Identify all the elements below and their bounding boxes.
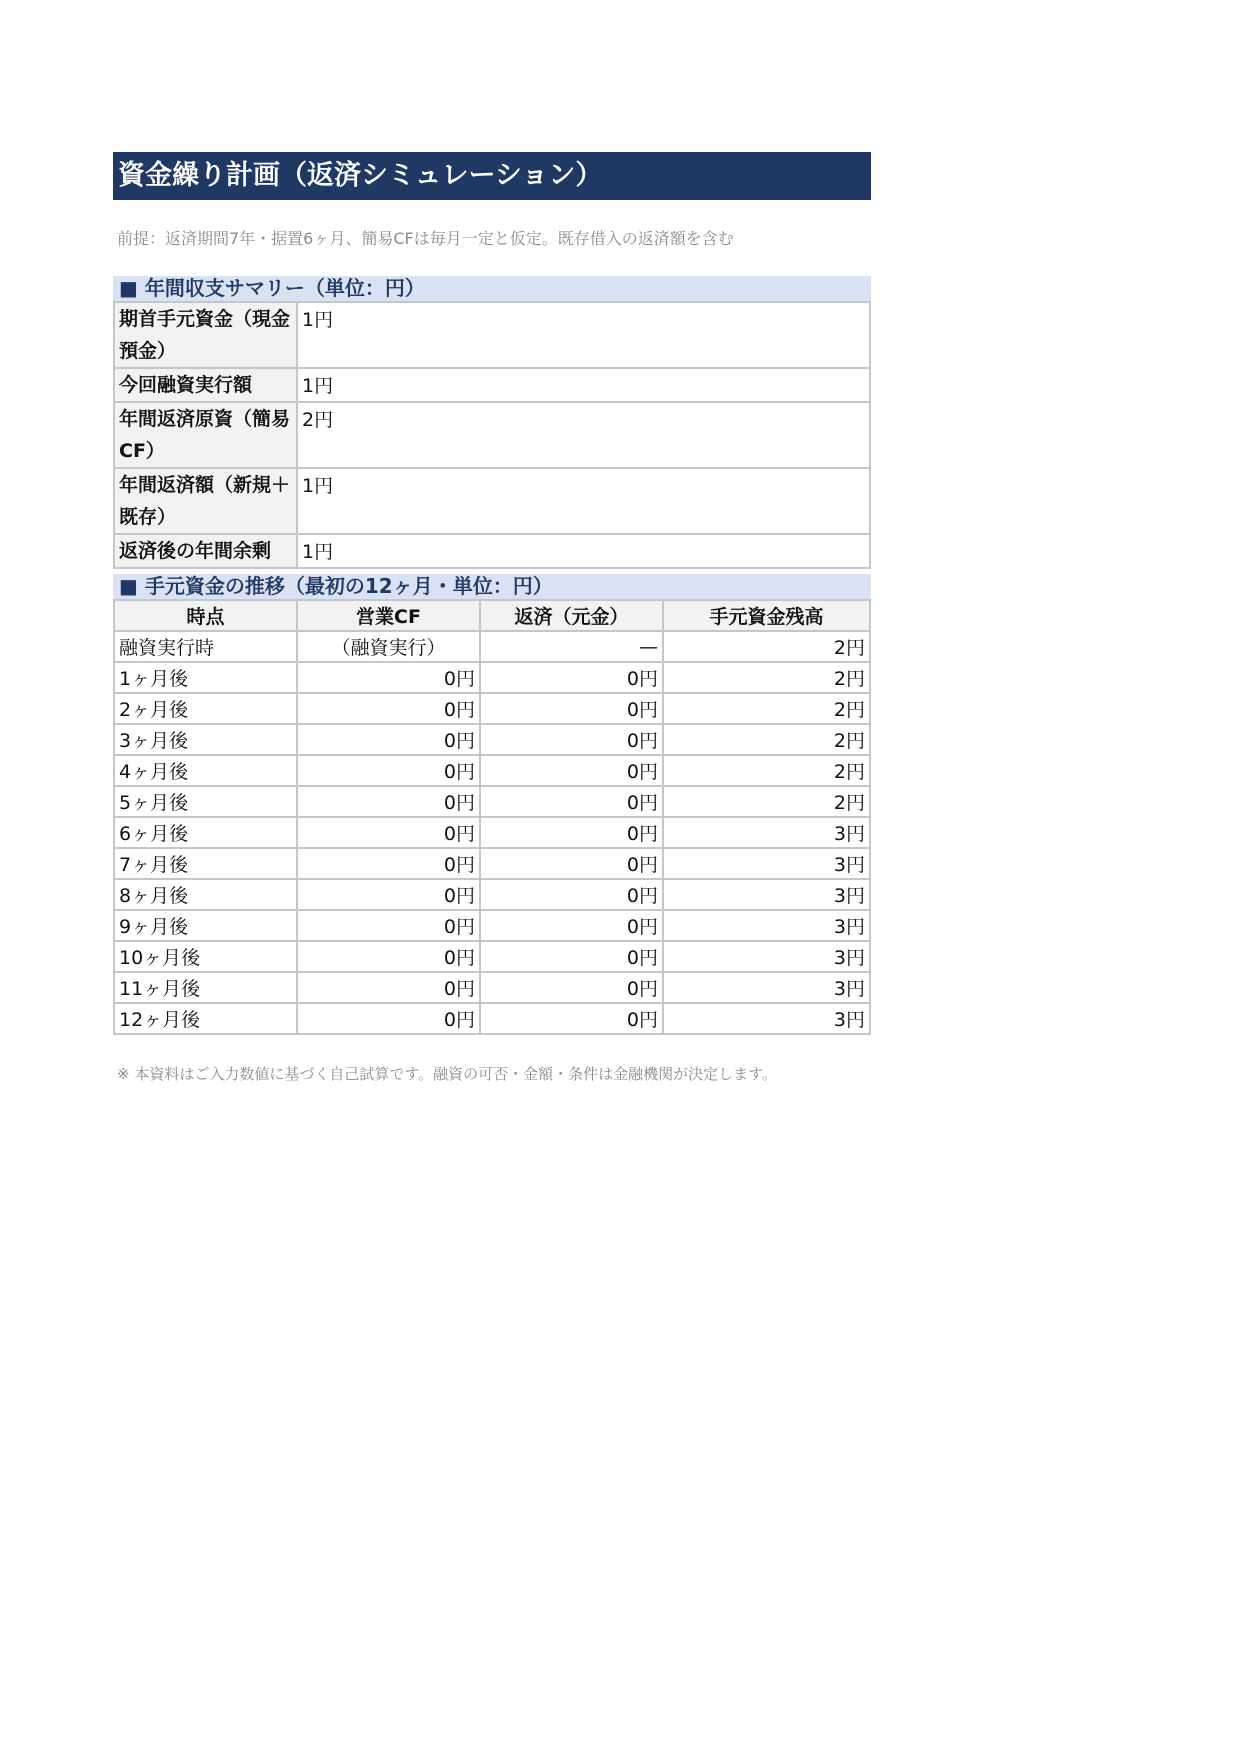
table-row (114, 631, 870, 662)
table-row (114, 755, 870, 786)
cell-operating-cf: 0円 (297, 1003, 480, 1034)
summary-value: 2円 (297, 402, 870, 468)
cell-operating-cf: 0円 (297, 972, 480, 1003)
cell-cash-balance: 2円 (663, 755, 870, 786)
cell-repayment: 0円 (480, 879, 663, 910)
cell-operating-cf: 0円 (297, 910, 480, 941)
cell-repayment: 0円 (480, 817, 663, 848)
cell-time: 9ヶ月後 (114, 910, 297, 941)
cell-time: 10ヶ月後 (114, 941, 297, 972)
cell-time: 5ヶ月後 (114, 786, 297, 817)
cell-repayment: 0円 (480, 755, 663, 786)
cell-repayment: 0円 (480, 848, 663, 879)
table-row (114, 724, 870, 755)
cell-repayment: 0円 (480, 724, 663, 755)
table-row (114, 879, 870, 910)
table-row (114, 817, 870, 848)
cell-operating-cf: 0円 (297, 755, 480, 786)
header-cash-balance: 手元資金残高 (663, 600, 870, 631)
cell-time: 6ヶ月後 (114, 817, 297, 848)
table-row (114, 693, 870, 724)
summary-value: 1円 (297, 468, 870, 534)
cell-operating-cf: 0円 (297, 817, 480, 848)
summary-row (114, 302, 870, 368)
premise-note: 前提：返済期間7年・据置6ヶ月、簡易CFは毎月一定と仮定。既存借入の返済額を含む (117, 229, 734, 248)
cell-time: 7ヶ月後 (114, 848, 297, 879)
summary-label: 今回融資実行額 (114, 368, 297, 402)
cell-cash-balance: 3円 (663, 1003, 870, 1034)
cell-operating-cf: 0円 (297, 662, 480, 693)
summary-value: 1円 (297, 534, 870, 568)
table-row (114, 848, 870, 879)
cell-cash-balance: 2円 (663, 724, 870, 755)
summary-table (113, 301, 871, 569)
summary-heading: ■ 年間収支サマリー（単位：円） (113, 276, 871, 301)
header-time: 時点 (114, 600, 297, 631)
summary-value: 1円 (297, 302, 870, 368)
cell-time: 融資実行時 (114, 631, 297, 662)
cell-operating-cf: 0円 (297, 786, 480, 817)
cell-cash-balance: 3円 (663, 817, 870, 848)
cell-cash-balance: 2円 (663, 662, 870, 693)
cell-time: 11ヶ月後 (114, 972, 297, 1003)
cell-time: 3ヶ月後 (114, 724, 297, 755)
cell-operating-cf: 0円 (297, 941, 480, 972)
table-row (114, 972, 870, 1003)
cell-cash-balance: 3円 (663, 941, 870, 972)
cell-cash-balance: 2円 (663, 631, 870, 662)
page-title: 資金繰り計画（返済シミュレーション） (113, 152, 871, 200)
summary-label: 年間返済額（新規＋既存） (114, 468, 297, 534)
table-row (114, 1003, 870, 1034)
header-repayment: 返済（元金） (480, 600, 663, 631)
cell-operating-cf: （融資実行） (297, 631, 480, 662)
summary-row (114, 534, 870, 568)
cell-repayment: 0円 (480, 910, 663, 941)
summary-label: 返済後の年間余剰 (114, 534, 297, 568)
cell-time: 1ヶ月後 (114, 662, 297, 693)
summary-value: 1円 (297, 368, 870, 402)
table-row (114, 910, 870, 941)
cell-time: 8ヶ月後 (114, 879, 297, 910)
cell-operating-cf: 0円 (297, 693, 480, 724)
cell-repayment: 0円 (480, 786, 663, 817)
cell-repayment: 0円 (480, 693, 663, 724)
cell-time: 4ヶ月後 (114, 755, 297, 786)
summary-row (114, 368, 870, 402)
cell-cash-balance: 3円 (663, 910, 870, 941)
cell-time: 2ヶ月後 (114, 693, 297, 724)
cell-cash-balance: 3円 (663, 879, 870, 910)
summary-label: 期首手元資金（現金預金） (114, 302, 297, 368)
header-operating-cf: 営業CF (297, 600, 480, 631)
cell-repayment: — (480, 631, 663, 662)
trend-table (113, 599, 871, 1035)
table-row (114, 786, 870, 817)
footnote: ※ 本資料はご入力数値に基づく自己試算です。融資の可否・金額・条件は金融機関が決定します。 (117, 1065, 777, 1083)
cell-cash-balance: 2円 (663, 786, 870, 817)
cell-cash-balance: 2円 (663, 693, 870, 724)
summary-row (114, 468, 870, 534)
trend-heading: ■ 手元資金の推移（最初の12ヶ月・単位：円） (113, 574, 871, 599)
cell-operating-cf: 0円 (297, 724, 480, 755)
table-row (114, 941, 870, 972)
cell-cash-balance: 3円 (663, 972, 870, 1003)
summary-row (114, 402, 870, 468)
trend-header-row (114, 600, 870, 631)
summary-label: 年間返済原資（簡易CF） (114, 402, 297, 468)
cell-repayment: 0円 (480, 941, 663, 972)
table-row (114, 662, 870, 693)
cell-repayment: 0円 (480, 1003, 663, 1034)
cell-operating-cf: 0円 (297, 879, 480, 910)
cell-repayment: 0円 (480, 662, 663, 693)
cell-cash-balance: 3円 (663, 848, 870, 879)
cell-time: 12ヶ月後 (114, 1003, 297, 1034)
cell-repayment: 0円 (480, 972, 663, 1003)
cell-operating-cf: 0円 (297, 848, 480, 879)
